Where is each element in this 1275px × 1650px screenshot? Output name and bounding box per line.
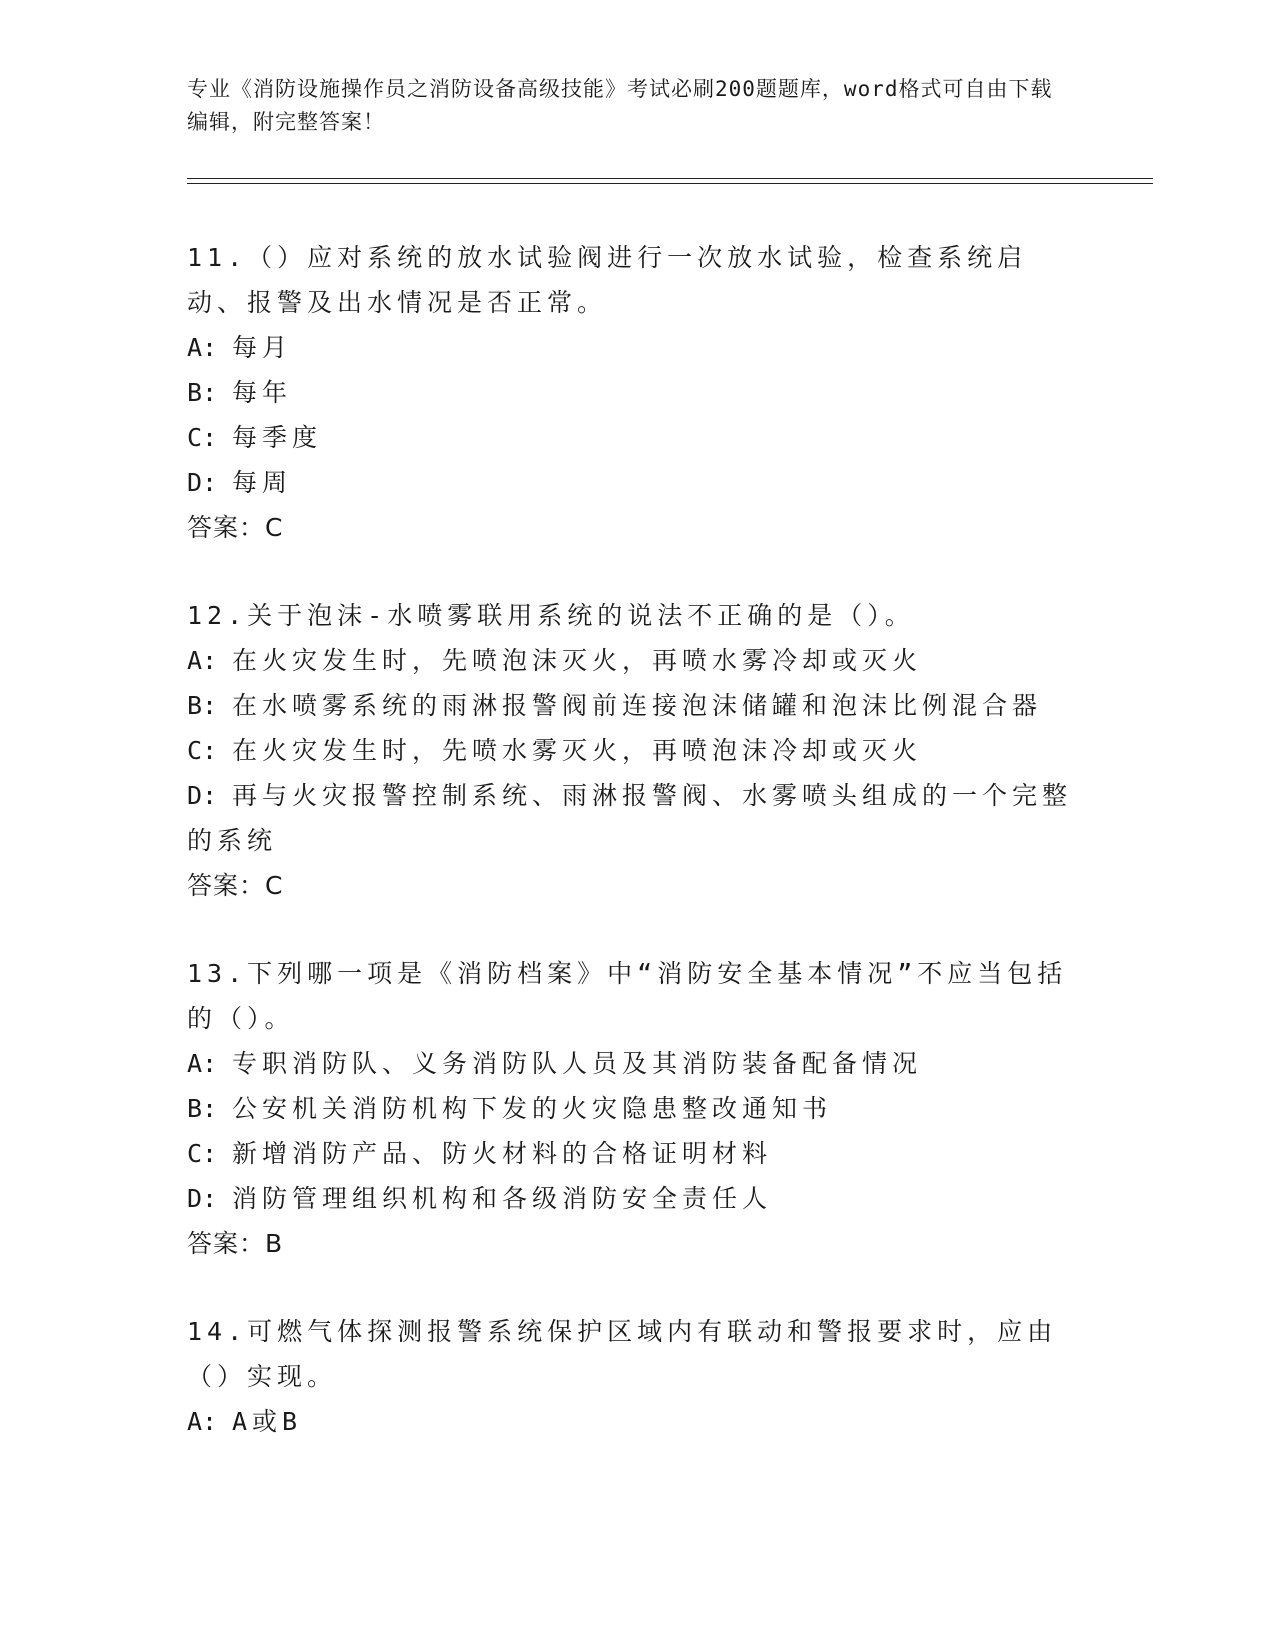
option-key: B: <box>187 691 218 720</box>
option-key: D: <box>187 468 218 497</box>
option-text: 每季度 <box>232 423 323 452</box>
option-text: 再与火灾报警控制系统、雨淋报警阀、水雾喷头组成的一个完整的系统 <box>187 781 1073 855</box>
answer-line: 答案：C <box>187 513 284 542</box>
option-d <box>187 773 1087 863</box>
option-b <box>187 1086 1087 1131</box>
option-key: C: <box>187 736 218 765</box>
question-11 <box>187 235 1087 550</box>
question-list <box>187 235 1087 1487</box>
option-b <box>187 683 1087 728</box>
option-b <box>187 370 1087 415</box>
option-text: 在火灾发生时，先喷泡沫灭火，再喷水雾冷却或灭火 <box>232 646 923 675</box>
option-text: 专职消防队、义务消防队人员及其消防装备配备情况 <box>232 1049 923 1078</box>
option-text: 在火灾发生时，先喷水雾灭火，再喷泡沫冷却或灭火 <box>232 736 923 765</box>
option-text: 在水喷雾系统的雨淋报警阀前连接泡沫储罐和泡沫比例混合器 <box>232 691 1043 720</box>
question-12 <box>187 593 1087 908</box>
option-key: A: <box>187 1049 218 1078</box>
option-c <box>187 415 1087 460</box>
document-header <box>187 73 1067 139</box>
option-key: D: <box>187 1184 218 1213</box>
option-c <box>187 1131 1087 1176</box>
option-key: C: <box>187 1139 218 1168</box>
option-key: B: <box>187 378 218 407</box>
question-stem: 13.下列哪一项是《消防档案》中“消防安全基本情况”不应当包括的（）。 <box>187 959 1068 1033</box>
header-divider-bottom <box>187 183 1153 184</box>
option-a <box>187 325 1087 370</box>
header-title: 专业《消防设施操作员之消防设备高级技能》考试必刷200题题库，word格式可自由下载编辑，附完整答案！ <box>187 77 1053 134</box>
question-14 <box>187 1309 1087 1444</box>
option-text: 新增消防产品、防火材料的合格证明材料 <box>232 1139 773 1168</box>
option-d <box>187 460 1087 505</box>
option-key: A: <box>187 1407 218 1436</box>
option-a <box>187 1399 1087 1444</box>
option-a <box>187 638 1087 683</box>
option-text: 公安机关消防机构下发的火灾隐患整改通知书 <box>232 1094 833 1123</box>
option-key: B: <box>187 1094 218 1123</box>
option-a <box>187 1041 1087 1086</box>
option-text: 每年 <box>232 378 293 407</box>
question-stem: 11.（）应对系统的放水试验阀进行一次放水试验，检查系统启动、报警及出水情况是否正常。 <box>187 243 1028 317</box>
answer-line: 答案：C <box>187 871 284 900</box>
question-stem: 14.可燃气体探测报警系统保护区域内有联动和警报要求时，应由（）实现。 <box>187 1317 1058 1391</box>
option-c <box>187 728 1087 773</box>
option-text: 每周 <box>232 468 293 497</box>
question-13 <box>187 951 1087 1266</box>
option-key: A: <box>187 646 218 675</box>
header-divider-top <box>187 178 1153 179</box>
option-d <box>187 1176 1087 1221</box>
option-text: A或B <box>232 1407 303 1436</box>
option-text: 消防管理组织机构和各级消防安全责任人 <box>232 1184 773 1213</box>
option-key: D: <box>187 781 218 810</box>
option-key: C: <box>187 423 218 452</box>
answer-line: 答案：B <box>187 1229 284 1258</box>
question-stem: 12.关于泡沫-水喷雾联用系统的说法不正确的是（）。 <box>187 601 915 630</box>
option-key: A: <box>187 333 218 362</box>
option-text: 每月 <box>232 333 293 362</box>
